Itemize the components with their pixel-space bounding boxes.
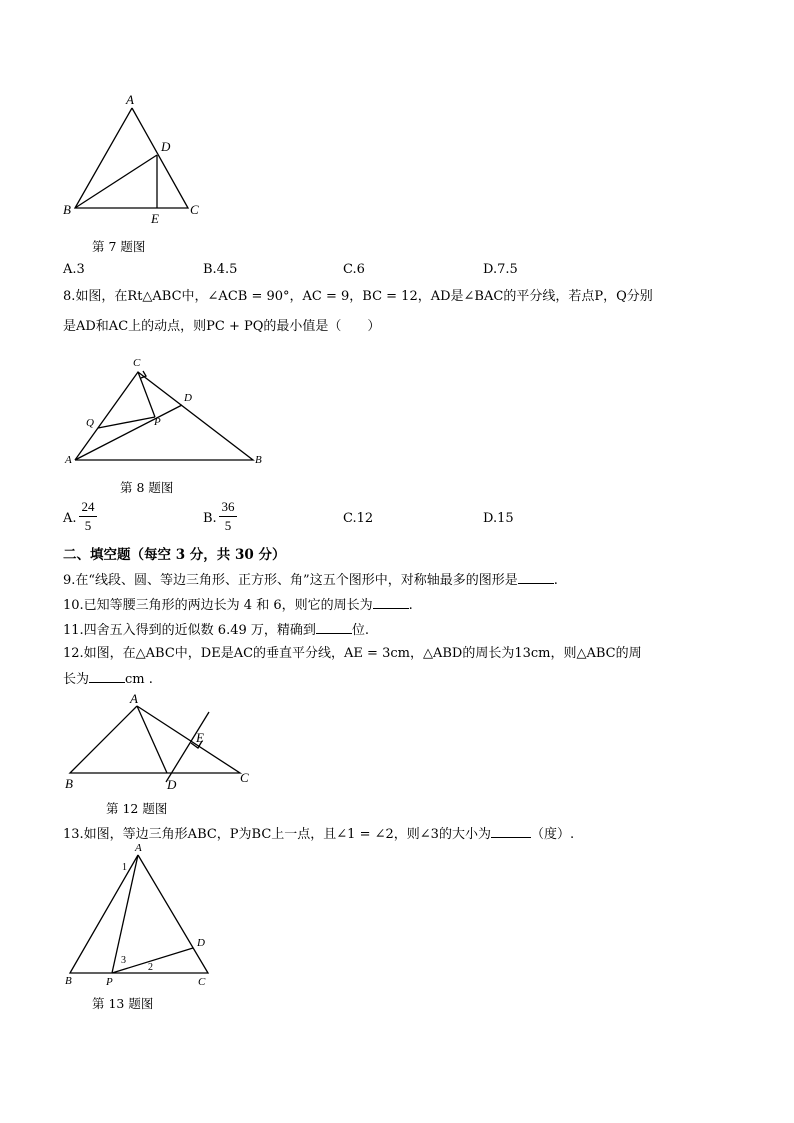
q7-label-c: C <box>190 202 199 217</box>
q13-angle-3: 3 <box>121 955 126 966</box>
q10-text: 10.已知等腰三角形的两边长为 4 和 6，则它的周长为 <box>63 598 373 613</box>
q12-text: 长为 <box>63 672 90 687</box>
q12-text-end: cm . <box>125 672 153 687</box>
q12-label-b: B <box>65 776 73 791</box>
q8-option-b-denominator: 5 <box>224 518 232 533</box>
q7-option-c: C.6 <box>343 262 365 277</box>
q8-label-c: C <box>133 357 141 369</box>
q7-caption: 第 7 题图 <box>92 239 146 254</box>
q8-option-a-numerator: 24 <box>81 499 95 514</box>
section-title-fill-blank: 二、填空题（每空 3 分，共 30 分） <box>63 547 286 563</box>
q8-label-d: D <box>184 392 192 404</box>
q7-option-d: D.7.5 <box>483 262 518 277</box>
q8-label-p: P <box>154 416 161 428</box>
q8-label-a: A <box>65 454 72 466</box>
q7-label-b: B <box>63 202 71 217</box>
q12-label-a: A <box>130 691 138 706</box>
q12-stem-line1: 12.如图，在△ABC中，DE是AC的垂直平分线，AE = 3cm，△ABD的周长为13cm，则△ABC的周 <box>63 646 642 661</box>
q8-option-a-denominator: 5 <box>84 518 92 533</box>
q11-text-end: 位. <box>351 623 370 638</box>
q13-label-p: P <box>106 976 113 988</box>
q13-text: 13.如图，等边三角形ABC，P为BC上一点，且∠1 = ∠2，则∠3的大小为 <box>63 827 491 842</box>
q7-label-a: A <box>126 92 134 107</box>
q7-label-e: E <box>151 211 159 226</box>
q12-caption: 第 12 题图 <box>106 801 168 816</box>
q9-text: 9.在“线段、圆、等边三角形、正方形、角”这五个图形中，对称轴最多的图形是 <box>63 573 518 588</box>
q9-text-end: . <box>553 573 558 588</box>
q11-text: 11.四舍五入得到的近似数 6.49 万，精确到 <box>63 623 316 638</box>
q13-label-d: D <box>197 937 205 949</box>
q8-option-d: D.15 <box>483 511 514 526</box>
q10-text-end: . <box>408 598 413 613</box>
q13-caption: 第 13 题图 <box>92 996 154 1011</box>
q7-option-b: B.4.5 <box>203 262 238 277</box>
q12-label-e: E <box>196 730 204 745</box>
q8-option-b-prefix: B. <box>203 511 217 526</box>
q13-angle-1: 1 <box>122 862 127 873</box>
q7-label-d: D <box>161 139 171 154</box>
q12-label-c: C <box>240 770 249 785</box>
q8-option-c: C.12 <box>343 511 374 526</box>
q13-text-end: （度）. <box>530 827 575 842</box>
q8-label-q: Q <box>86 417 94 429</box>
q8-option-a-prefix: A. <box>63 511 77 526</box>
q8-caption: 第 8 题图 <box>120 480 174 495</box>
q13-label-c: C <box>198 976 206 988</box>
q7-option-a: A.3 <box>63 262 85 277</box>
q8-option-b-numerator: 36 <box>221 499 235 514</box>
q13-label-b: B <box>65 975 72 987</box>
q13-triangle-abc <box>70 855 208 973</box>
q8-stem-line1: 8.如图，在Rt△ABC中，∠ACB = 90°，AC = 9，BC = 12，AD是∠BAC的平分线，若点P，Q分别 <box>63 289 653 304</box>
q13-angle-2: 2 <box>148 962 153 973</box>
q13-label-a: A <box>135 842 142 854</box>
q8-label-b: B <box>255 454 262 466</box>
q8-stem-line2: 是AD和AC上的动点，则PC + PQ的最小值是（ ） <box>63 319 381 334</box>
q12-label-d: D <box>167 777 177 792</box>
